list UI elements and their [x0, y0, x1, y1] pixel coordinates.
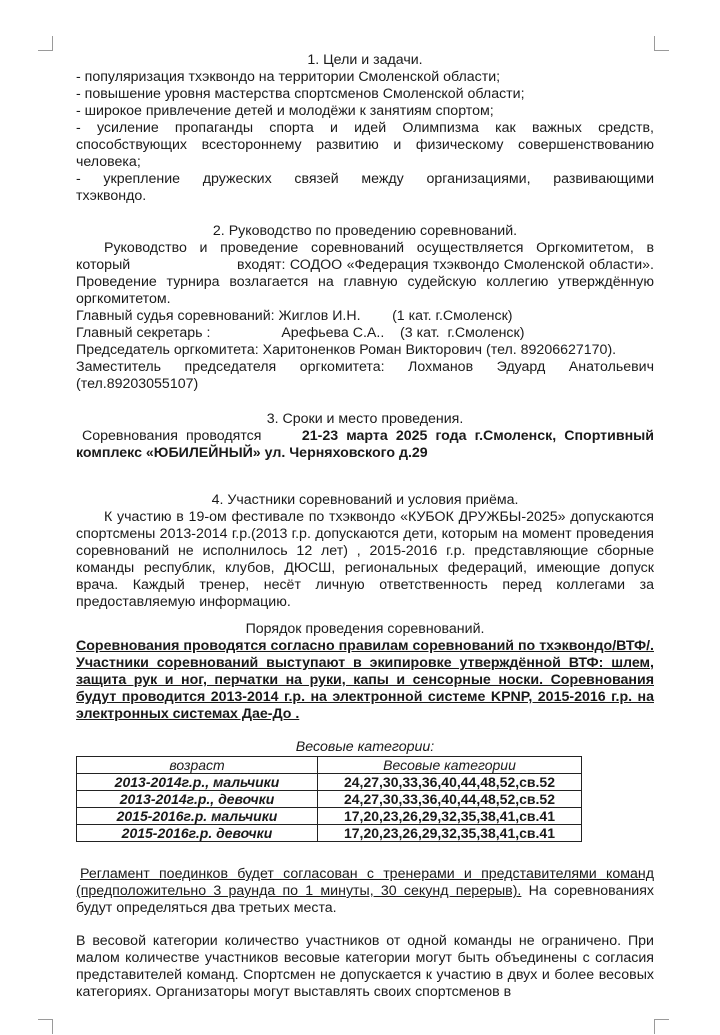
section3-paragraph [76, 428, 654, 462]
weights-caption: Весовые категории: [295, 739, 435, 755]
section1-title: 1. Цели и задачи. [307, 52, 423, 68]
order-title: Порядок проведения соревнований. [245, 621, 485, 637]
goal-item: - широкое привлечение детей и молодёжи к занятиям спортом; [76, 103, 494, 119]
age-cell: 2015-2016г.р. мальчики [77, 808, 318, 825]
section3-details: 21-23 марта 2025 года г.Смоленск, Спортивный комплекс «ЮБИЛЕЙНЫЙ» ул. Черняховского д.29 [76, 428, 654, 461]
goal-item: - укрепление дружеских связей между организациями, развивающими тхэквондо. [76, 171, 654, 204]
section3-title: 3. Сроки и место проведения. [266, 411, 464, 427]
chief-judge: Главный судья соревнований: Жиглов И.Н. (1 кат. г.Смоленск) [76, 308, 513, 324]
committee-deputy: Заместитель председателя оргкомитета: Лохманов Эдуард Анатольевич (тел.89203055107) [76, 359, 654, 392]
goal-item: - повышение уровня мастерства спортсменов Смоленской области; [76, 86, 525, 102]
order-paragraph: Соревнования проводятся согласно правилам соревнований по тхэквондо/ВТФ/. Участники соревнований выступают в экипировке утверждённой ВТФ: шлем, защита рук и ног, перчатки на руки, капы и сенсорные носки. Соревнования будут проводится 2013-2014 г.р. на электронной системе KPNP, 2015-2016 г.р. на электронных системах Дае-До . [76, 638, 654, 722]
reglament-paragraph [76, 866, 654, 917]
weights-cell: 24,27,30,33,36,40,44,48,52,св.52 [318, 774, 582, 791]
age-cell: 2013-2014г.р., мальчики [77, 774, 318, 791]
age-cell: 2013-2014г.р., девочки [77, 791, 318, 808]
table-row [77, 774, 582, 791]
section4-title: 4. Участники соревнований и условия приёма. [211, 492, 519, 508]
goal-item: - усиление пропаганды спорта и идей Олимпизма как важных средств, способствующих всестороннему развитию и физическому совершенствованию человека; [76, 120, 654, 170]
table-row [77, 791, 582, 808]
page-corner-mark-bottom-left [38, 1019, 53, 1034]
document-page [76, 52, 658, 1001]
table-row [77, 808, 582, 825]
table-header-age: возраст [77, 757, 318, 774]
weights-cell: 17,20,23,26,29,32,35,38,41,св.41 [318, 808, 582, 825]
weights-table [76, 756, 582, 842]
table-row [77, 825, 582, 842]
weights-cell: 17,20,23,26,29,32,35,38,41,св.41 [318, 825, 582, 842]
section2-paragraph: Руководство и проведение соревнований осуществляется Оргкомитетом, в который входят: СОДОО «Федерация тхэквондо Смоленской области». Проведение турнира возлагается на главную судейскую коллегию утверждённую оргкомитетом. [76, 240, 658, 307]
age-cell: 2015-2016г.р. девочки [77, 825, 318, 842]
page-corner-mark-top-right [654, 36, 669, 51]
page-corner-mark-top-left [38, 36, 53, 51]
reglament-tail: На соревнованиях будут определяться два третьих места. [76, 883, 654, 916]
section4-paragraph: К участию в 19-ом фестивале по тхэквондо «КУБОК ДРУЖБЫ-2025» допускаются спортсмены 2013-2014 г.р.(2013 г.р. допускаются дети, которым на момент проведения соревнований не исполнилось 12 лет) , 2015-2016 г.р. представляющие сборные команды республик, клубов, ДЮСШ, региональных федераций, имеющие допуск врача. Каждый тренер, несёт личную ответственность перед коллегами за предоставляемую информацию. [76, 509, 654, 610]
page-corner-mark-bottom-right [654, 1019, 669, 1034]
reglament-underlined: Регламент поединков будет согласован с тренерами и представителями команд (предположительно 3 раунда по 1 минуты, 30 секунд перерыв). [76, 866, 654, 899]
section2-title: 2. Руководство по проведению соревнований. [212, 223, 518, 239]
weights-cell: 24,27,30,33,36,40,44,48,52,св.52 [318, 791, 582, 808]
table-header-row [77, 757, 582, 774]
chief-secretary: Главный секретарь : Арефьева С.А.. (3 кат. г.Смоленск) [76, 325, 525, 341]
goal-item: - популяризация тхэквондо на территории Смоленской области; [76, 69, 501, 85]
committee-chair: Председатель оргкомитета: Харитоненков Роман Викторович (тел. 89206627170). [76, 342, 617, 358]
table-header-weights: Весовые категории [318, 757, 582, 774]
final-paragraph: В весовой категории количество участников от одной команды не ограничено. При малом количестве участников весовые категории могут быть объединены с согласия представителей команд. Спортсмен не допускается к участию в двух и более весовых категориях. Организаторы могут выставлять своих спортсменов в [76, 933, 654, 1000]
section3-lead: Соревнования проводятся [82, 428, 262, 444]
